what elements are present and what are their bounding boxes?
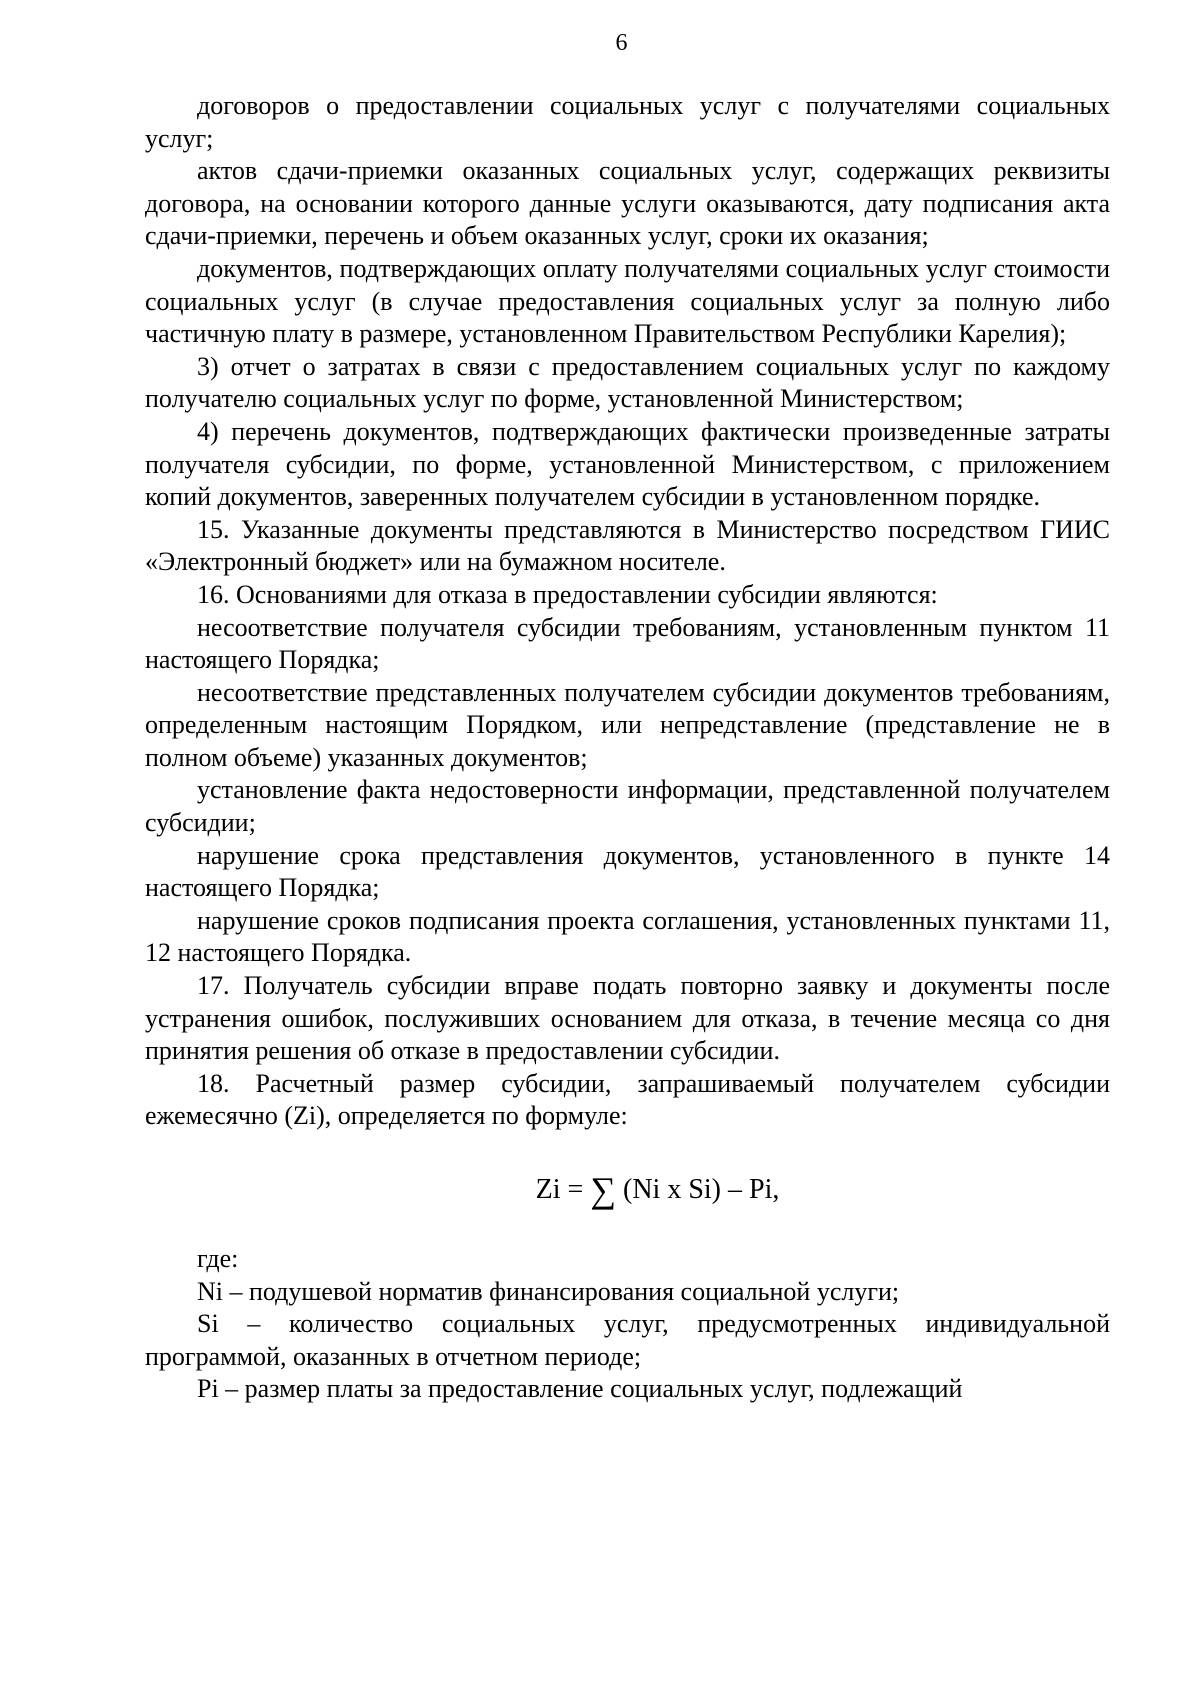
sum-symbol: ∑ <box>590 1170 616 1210</box>
paragraph: установление факта недостоверности информации, представленной получателем субсидии; <box>145 775 1110 838</box>
paragraph: актов сдачи-приемки оказанных социальных услуг, содержащих реквизиты договора, на основании которого данные услуги оказываются, дату подписания акта сдачи-приемки, перечень и объем оказанных услуг, сроки их оказания; <box>145 156 1110 251</box>
paragraph: 17. Получатель субсидии вправе подать повторно заявку и документы после устранения ошибок, послуживших основанием для отказа, в течение месяца со дня принятия решения об отказе в предоставлении субсидии. <box>145 971 1110 1066</box>
paragraph: 3) отчет о затратах в связи с предоставлением социальных услуг по каждому получателю социальных услуг по форме, установленной Министерством; <box>145 351 1110 414</box>
paragraph: 18. Расчетный размер субсидии, запрашиваемый получателем субсидии ежемесячно (Zi), определяется по формуле: <box>145 1068 1110 1131</box>
paragraph: Ni – подушевой норматив финансирования социальной услуги; <box>197 1276 900 1306</box>
paragraph: нарушение срока представления документов, установленного в пункте 14 настоящего Порядка; <box>145 840 1110 903</box>
paragraph: несоответствие представленных получателем субсидии документов требованиям, определенным настоящим Порядком, или непредставление (представление не в полном объеме) указанных документов; <box>145 677 1110 772</box>
document-body <box>145 90 1110 1406</box>
paragraph: 16. Основаниями для отказа в предоставлении субсидии являются: <box>197 579 938 609</box>
paragraph: Pi – размер платы за предоставление социальных услуг, подлежащий <box>197 1374 963 1404</box>
paragraph: договоров о предоставлении социальных услуг с получателями социальных услуг; <box>145 91 1110 153</box>
paragraph: несоответствие получателя субсидии требованиям, установленным пунктом 11 настоящего Порядка; <box>145 612 1110 675</box>
paragraph: 15. Указанные документы представляются в Министерство посредством ГИИС «Электронный бюджет» или на бумажном носителе. <box>145 514 1110 577</box>
paragraph: 4) перечень документов, подтверждающих фактически произведенные затраты получателя субсидии, по форме, установленной Министерством, с приложением копий документов, заверенных получателем субсидии в установленном порядке. <box>145 416 1110 512</box>
paragraph: Si – количество социальных услуг, предусмотренных индивидуальной программой, оказанных в отчетном периоде; <box>145 1309 1110 1371</box>
paragraph: нарушение сроков подписания проекта соглашения, установленных пунктами 11, 12 настоящего Порядка. <box>145 905 1110 968</box>
paragraph: где: <box>197 1244 239 1273</box>
formula-right: (Ni x Si) – Pi, <box>616 1174 780 1205</box>
page-number: 6 <box>615 30 628 56</box>
formula-left: Zi = <box>535 1174 591 1205</box>
subsidy-formula <box>145 1170 1110 1210</box>
paragraph: документов, подтверждающих оплату получателями социальных услуг стоимости социальных услуг (в случае предоставления социальных услуг за полную либо частичную плату в размере, установленном Правительством Республики Карелия); <box>145 253 1110 349</box>
